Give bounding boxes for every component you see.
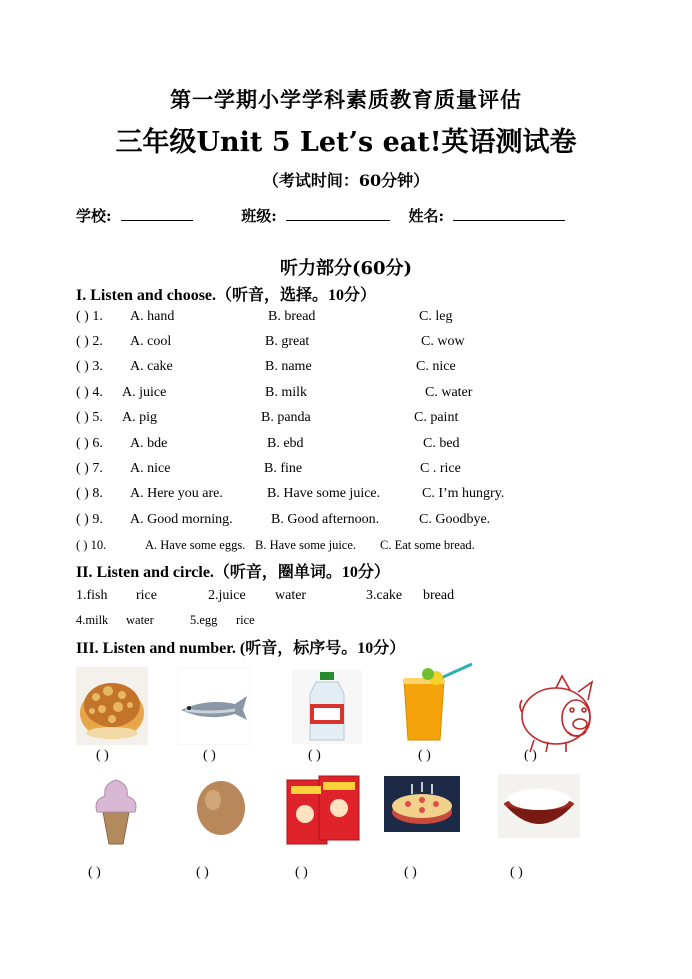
- milk-box-icon: [283, 772, 363, 848]
- option-a: A. Good morning.: [130, 512, 233, 527]
- question-number: ( ) 8.: [76, 486, 103, 501]
- question-number: ( ) 6.: [76, 436, 103, 451]
- option-c: C . rice: [420, 461, 461, 476]
- option-a: A. bde: [130, 436, 168, 451]
- option-b: B. Have some juice.: [255, 538, 357, 552]
- question-number: ( ) 4.: [76, 385, 103, 400]
- option-c: C. I’m hungry.: [422, 486, 505, 501]
- option-b: B. Have some juice.: [267, 486, 381, 501]
- option-b: B. great: [265, 334, 310, 349]
- listening-part-title: 听力部分(60分): [279, 258, 413, 279]
- option-a: A. hand: [130, 309, 175, 324]
- exam-time: （考试时间：60分钟）: [262, 171, 430, 190]
- option-c: C. Goodbye.: [419, 512, 491, 527]
- option-c: C. bed: [423, 436, 460, 451]
- exam-title-line2: 三年级Unit 5 Let’s eat!英语测试卷: [115, 127, 577, 158]
- question-row: [76, 359, 676, 379]
- word-item[interactable]: water: [126, 613, 154, 627]
- question-row: [76, 334, 676, 354]
- question-number: ( ) 10.: [76, 538, 107, 552]
- option-b: B. bread: [268, 309, 316, 324]
- word-item[interactable]: rice: [236, 613, 255, 627]
- rice-bowl-icon: [498, 774, 580, 838]
- answer-blank[interactable]: ( ): [524, 748, 537, 763]
- question-row: [76, 538, 676, 558]
- word-item[interactable]: water: [275, 588, 307, 603]
- option-b: B. Good afternoon.: [271, 512, 380, 527]
- option-c: C. paint: [414, 410, 459, 425]
- option-a: A. Have some eggs.: [145, 538, 246, 552]
- option-a: A. juice: [122, 385, 167, 400]
- word-item[interactable]: 3.cake: [366, 588, 403, 603]
- question-row: [76, 436, 676, 456]
- circle-words-line1: [76, 588, 676, 608]
- name-blank[interactable]: [453, 206, 565, 221]
- option-b: B. name: [265, 359, 312, 374]
- section2-title: II. Listen and circle.（听音，圈单词。10分）: [76, 564, 390, 581]
- option-b: B. ebd: [267, 436, 304, 451]
- answer-blank[interactable]: ( ): [308, 748, 321, 763]
- question-row: [76, 512, 676, 532]
- question-row: [76, 385, 676, 405]
- question-number: ( ) 7.: [76, 461, 103, 476]
- school-label: 学校:: [76, 207, 112, 225]
- question-number: ( ) 9.: [76, 512, 103, 527]
- option-a: A. pig: [122, 410, 157, 425]
- answer-blank[interactable]: ( ): [88, 865, 101, 880]
- option-c: C. water: [425, 385, 473, 400]
- exam-title-line1: 第一学期小学学科素质教育质量评估: [170, 87, 522, 112]
- question-number: ( ) 1.: [76, 309, 103, 324]
- bread-icon: [76, 667, 148, 745]
- word-item[interactable]: 2.juice: [208, 588, 246, 603]
- word-item[interactable]: bread: [423, 588, 455, 603]
- word-item[interactable]: rice: [136, 588, 157, 603]
- fish-icon: [177, 668, 250, 745]
- question-number: ( ) 5.: [76, 410, 103, 425]
- option-a: A. cool: [130, 334, 172, 349]
- juice-icon: [398, 662, 476, 742]
- class-label: 班级:: [241, 207, 277, 225]
- section1-title: I. Listen and choose.（听音，选择。10分）: [76, 287, 377, 304]
- option-a: A. Here you are.: [130, 486, 223, 501]
- question-row: [76, 309, 676, 329]
- option-b: B. milk: [265, 385, 308, 400]
- question-row: [76, 410, 676, 430]
- question-row: [76, 486, 676, 506]
- option-b: B. panda: [261, 410, 311, 425]
- ice-cream-icon: [83, 774, 149, 846]
- question-number: ( ) 3.: [76, 359, 103, 374]
- answer-blank[interactable]: ( ): [96, 748, 109, 763]
- pig-icon: [518, 668, 604, 754]
- school-blank[interactable]: [121, 206, 193, 221]
- answer-blank[interactable]: ( ): [295, 865, 308, 880]
- cake-icon: [384, 776, 460, 832]
- word-item[interactable]: 1.fish: [76, 588, 108, 603]
- answer-blank[interactable]: ( ): [404, 865, 417, 880]
- option-a: A. nice: [130, 461, 171, 476]
- class-blank[interactable]: [286, 206, 390, 221]
- student-info-row: [76, 205, 565, 226]
- option-c: C. Eat some bread.: [380, 538, 475, 552]
- name-label: 姓名:: [408, 207, 445, 225]
- question-row: [76, 461, 676, 481]
- answer-blank[interactable]: ( ): [203, 748, 216, 763]
- option-c: C. leg: [419, 309, 453, 324]
- answer-blank[interactable]: ( ): [418, 748, 431, 763]
- word-item[interactable]: 5.egg: [190, 613, 218, 627]
- circle-words-line2: [76, 613, 676, 633]
- option-a: A. cake: [130, 359, 173, 374]
- question-number: ( ) 2.: [76, 334, 103, 349]
- egg-icon: [183, 774, 259, 838]
- option-b: B. fine: [264, 461, 303, 476]
- word-item[interactable]: 4.milk: [76, 613, 109, 627]
- section3-title: III. Listen and number. (听音，标序号。10分）: [76, 640, 406, 657]
- water-bottle-icon: [292, 670, 362, 744]
- answer-blank[interactable]: ( ): [196, 865, 209, 880]
- option-c: C. nice: [416, 359, 456, 374]
- option-c: C. wow: [421, 334, 465, 349]
- answer-blank[interactable]: ( ): [510, 865, 523, 880]
